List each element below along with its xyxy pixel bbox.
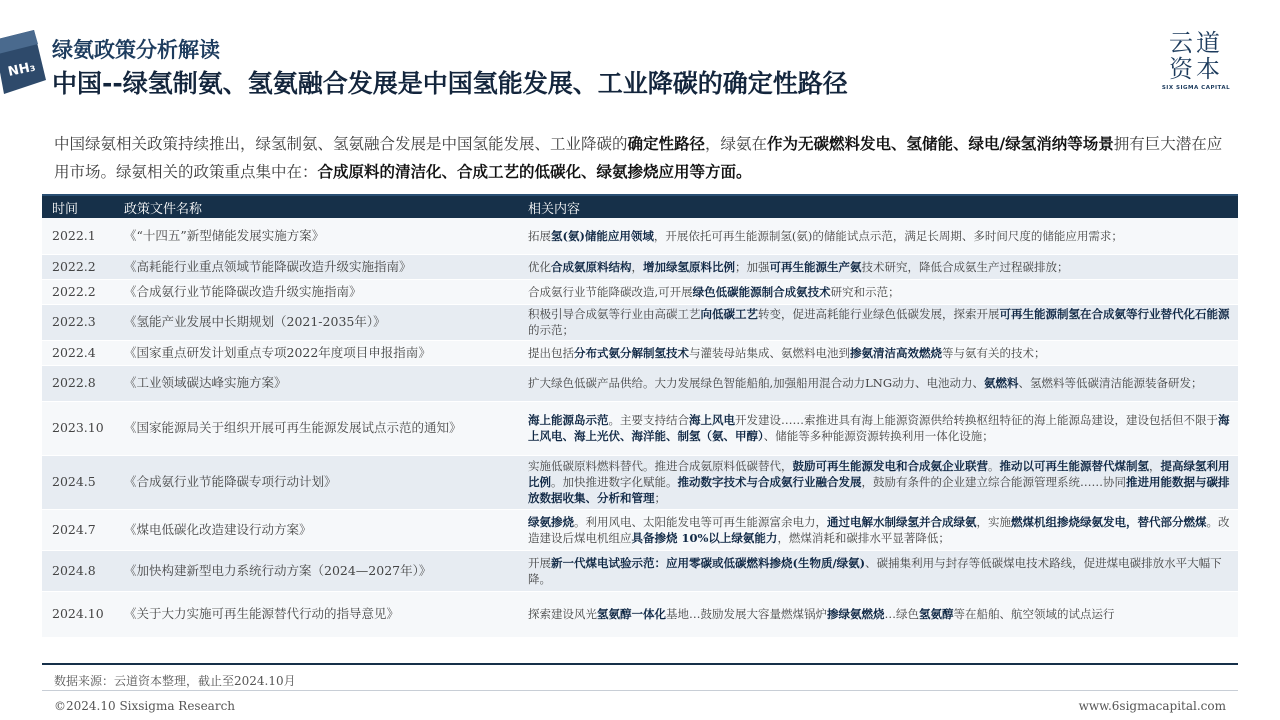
content-emphasis: 可再生能源制氢在合成氨等行业替代化石能源 bbox=[999, 307, 1230, 321]
content-text: 合成氨行业节能降碳改造,可开展 bbox=[528, 284, 693, 299]
table-row bbox=[42, 304, 1238, 340]
content-emphasis: 合成氨原料结构 bbox=[551, 259, 632, 274]
table-row bbox=[42, 340, 1238, 365]
nh3-badge-icon bbox=[0, 30, 46, 94]
content-text: 优化 bbox=[528, 259, 551, 274]
content-emphasis: 海上能源岛示范 bbox=[528, 413, 609, 427]
table-row bbox=[42, 365, 1238, 401]
content-text: ，开展依托可再生能源制氢(氨)的储能试点示范，满足长周期、多时间尺度的储能应用需求； bbox=[653, 228, 1123, 243]
table-row bbox=[42, 591, 1238, 637]
content-text: ，鼓励有条件的企业建立综合能源管理系统……协同 bbox=[861, 475, 1126, 489]
row-content bbox=[518, 550, 1238, 591]
content-text: 等与氨有关的技术； bbox=[942, 345, 1046, 360]
row-content bbox=[518, 591, 1238, 637]
content-text: 开发建设……索推进具有海上能源资源供给转换枢纽特征的海上能源岛建设，建设包括但不限于 bbox=[735, 413, 1218, 427]
content-text: 。加快推进数字化赋能。 bbox=[551, 475, 678, 489]
content-text: 等在船舶、航空领域的试点运行 bbox=[953, 607, 1115, 621]
intro-text-1: 中国绿氨相关政策持续推出，绿氢制氨、氢氨融合发展是中国氢能发展、工业降碳的 bbox=[54, 135, 628, 153]
row-date: 2022.2 bbox=[42, 279, 114, 304]
intro-emphasis-3: 合成原料的清洁化、合成工艺的低碳化、绿氨掺烧应用等方面。 bbox=[317, 162, 752, 181]
row-policy-name: 《氢能产业发展中长期规划（2021-2035年）》 bbox=[114, 304, 518, 340]
content-emphasis: 氢氨醇一体化 bbox=[597, 607, 666, 621]
intro-emphasis-1: 确定性路径 bbox=[627, 134, 706, 153]
content-emphasis: 具备掺烧 10%以上绿氨能力 bbox=[631, 530, 778, 545]
content-text: 、储能等多种能源资源转换利用一体化设施； bbox=[763, 429, 994, 443]
table-row bbox=[42, 509, 1238, 550]
table-row bbox=[42, 455, 1238, 509]
row-date: 2022.4 bbox=[42, 340, 114, 365]
content-emphasis: 掺绿氨燃烧 bbox=[827, 607, 885, 621]
content-text: 技术研究，降低合成氨生产过程碳排放； bbox=[861, 259, 1069, 274]
row-policy-name: 《国家重点研发计划重点专项2022年度项目申报指南》 bbox=[114, 340, 518, 365]
intro-paragraph bbox=[54, 130, 1230, 186]
content-text: 。 bbox=[988, 459, 1000, 473]
header-date: 时间 bbox=[42, 195, 114, 218]
row-policy-name: 《高耗能行业重点领域节能降碳改造升级实施指南》 bbox=[114, 254, 518, 279]
row-content bbox=[518, 401, 1238, 455]
content-emphasis: 可再生能源生产氨 bbox=[769, 259, 862, 274]
row-policy-name: 《煤电低碳化改造建设行动方案》 bbox=[114, 509, 518, 550]
row-date: 2024.8 bbox=[42, 550, 114, 591]
content-text: 、氢燃料等低碳清洁能源装备研发； bbox=[1018, 376, 1203, 390]
intro-text-3: 拥有巨大潜在应用市场。绿氨相关的政策重点集中在： bbox=[54, 135, 1223, 181]
row-content bbox=[518, 304, 1238, 340]
row-policy-name: 《工业领域碳达峰实施方案》 bbox=[114, 365, 518, 401]
content-text: 基地…鼓励发展大容量燃煤锅炉 bbox=[666, 607, 827, 621]
content-emphasis: 掺氨清洁高效燃烧 bbox=[850, 345, 942, 360]
content-emphasis: 推进用能数据与碳排放数据收集、分析和管理 bbox=[528, 475, 1230, 505]
content-emphasis: 燃煤机组掺烧绿氨发电，替代部分燃煤 bbox=[1011, 514, 1207, 529]
table-row bbox=[42, 550, 1238, 591]
content-emphasis: 鼓励可再生能源发电和合成氨企业联营 bbox=[792, 459, 988, 473]
page-title: 中国--绿氢制氨、氢氨融合发展是中国氢能发展、工业降碳的确定性路径 bbox=[52, 69, 848, 98]
content-text: ；加强 bbox=[735, 259, 770, 274]
table-row bbox=[42, 218, 1238, 254]
row-policy-name: 《关于大力实施可再生能源替代行动的指导意见》 bbox=[114, 591, 518, 637]
content-text: 。改造建设后煤电机组应 bbox=[528, 514, 1230, 545]
row-date: 2022.3 bbox=[42, 304, 114, 340]
content-emphasis: 向低碳工艺 bbox=[700, 307, 758, 321]
row-policy-name: 《“十四五”新型储能发展实施方案》 bbox=[114, 218, 518, 254]
row-date: 2022.8 bbox=[42, 365, 114, 401]
content-emphasis: 分布式氨分解制氢技术 bbox=[574, 345, 689, 360]
content-text: ， bbox=[631, 259, 643, 274]
row-content bbox=[518, 509, 1238, 550]
row-policy-name: 《合成氨行业节能降碳专项行动计划》 bbox=[114, 455, 518, 509]
section-subtitle: 绿氨政策分析解读 bbox=[52, 38, 220, 62]
content-text: 与灌装母站集成、氨燃料电池到 bbox=[689, 345, 850, 360]
logo-line-2: 资本 bbox=[1169, 55, 1223, 83]
content-text: ； bbox=[654, 491, 666, 505]
row-date: 2024.10 bbox=[42, 591, 114, 637]
row-content bbox=[518, 340, 1238, 365]
footer-divider bbox=[42, 690, 1238, 691]
content-emphasis: 推动以可再生能源替代煤制氢 bbox=[999, 459, 1149, 473]
row-content bbox=[518, 218, 1238, 254]
data-source-note: 数据来源：云道资本整理，截止至2024.10月 bbox=[54, 674, 296, 688]
table-row bbox=[42, 254, 1238, 279]
content-text: 实施低碳原料燃料替代。推进合成氨原料低碳替代， bbox=[528, 459, 793, 473]
content-emphasis: 推动数字技术与合成氨行业融合发展 bbox=[677, 475, 862, 489]
table-row bbox=[42, 401, 1238, 455]
content-text: 的示范； bbox=[528, 323, 574, 337]
content-text: 探索建设风光 bbox=[528, 607, 597, 621]
logo-english: SIX SIGMA CAPITAL bbox=[1161, 85, 1231, 91]
content-text: 。主要支持结合 bbox=[608, 413, 689, 427]
content-emphasis: 绿色低碳能源制合成氨技术 bbox=[692, 284, 831, 299]
content-text: 开展 bbox=[528, 555, 551, 570]
content-text: ，实施 bbox=[976, 514, 1011, 529]
row-policy-name: 《加快构建新型电力系统行动方案（2024—2027年）》 bbox=[114, 550, 518, 591]
content-text: …绿色 bbox=[884, 607, 919, 621]
content-emphasis: 氢氨醇 bbox=[919, 607, 954, 621]
row-policy-name: 《合成氨行业节能降碳改造升级实施指南》 bbox=[114, 279, 518, 304]
table-body bbox=[42, 218, 1238, 637]
table-bottom-rule bbox=[42, 663, 1238, 665]
table-header-row bbox=[42, 195, 1238, 218]
row-content bbox=[518, 279, 1238, 304]
content-text: 转变，促进高耗能行业绿色低碳发展，探索开展 bbox=[758, 307, 1000, 321]
intro-text-2: ，绿氨在 bbox=[705, 135, 768, 153]
logo-line-1: 云道 bbox=[1169, 29, 1223, 57]
content-emphasis: 海上风电、海上光伏、海洋能、制氢（氨、甲醇） bbox=[528, 413, 1230, 443]
content-emphasis: 海上风电 bbox=[689, 413, 735, 427]
content-emphasis: 通过电解水制绿氢并合成绿氨 bbox=[827, 514, 977, 529]
row-date: 2024.7 bbox=[42, 509, 114, 550]
row-content bbox=[518, 365, 1238, 401]
content-emphasis: 增加绿氢原料比例 bbox=[643, 259, 735, 274]
policy-table bbox=[42, 194, 1238, 638]
content-emphasis: 绿氨掺烧 bbox=[528, 514, 574, 529]
content-text: ， bbox=[1149, 459, 1161, 473]
intro-emphasis-2: 作为无碳燃料发电、氢储能、绿电/绿氢消纳等场景 bbox=[767, 134, 1114, 153]
row-content bbox=[518, 254, 1238, 279]
content-text: 研究和示范； bbox=[830, 284, 900, 299]
content-text: 。利用风电、太阳能发电等可再生能源富余电力， bbox=[574, 514, 827, 529]
content-emphasis: 氨燃料 bbox=[984, 376, 1019, 390]
content-text: 积极引导合成氨等行业由高碳工艺 bbox=[528, 307, 701, 321]
company-logo bbox=[1160, 30, 1232, 91]
badge-text: NH₃ bbox=[6, 59, 37, 80]
row-content bbox=[518, 455, 1238, 509]
content-text: 扩大绿色低碳产品供给。大力发展绿色智能船舶,加强船用混合动力LNG动力、电池动力、 bbox=[528, 376, 985, 390]
row-date: 2024.5 bbox=[42, 455, 114, 509]
row-policy-name: 《国家能源局关于组织开展可再生能源发展试点示范的通知》 bbox=[114, 401, 518, 455]
content-emphasis: 氢(氨)储能应用领域 bbox=[551, 228, 654, 243]
footer-copyright: ©2024.10 Sixsigma Research bbox=[54, 699, 236, 713]
header-content: 相关内容 bbox=[518, 195, 1238, 218]
row-date: 2023.10 bbox=[42, 401, 114, 455]
footer-website: www.6sigmacapital.com bbox=[1078, 699, 1226, 713]
content-text: 提出包括 bbox=[528, 345, 574, 360]
row-date: 2022.1 bbox=[42, 218, 114, 254]
header-policy-name: 政策文件名称 bbox=[114, 195, 518, 218]
row-date: 2022.2 bbox=[42, 254, 114, 279]
table-row bbox=[42, 279, 1238, 304]
content-emphasis: 新一代煤电试验示范：应用零碳或低碳燃料掺烧(生物质/绿氨) bbox=[551, 555, 866, 570]
content-text: 、碳捕集利用与封存等低碳煤电技术路线，促进煤电碳排放水平大幅下降。 bbox=[528, 555, 1222, 586]
content-emphasis: 提高绿氢利用比例 bbox=[528, 459, 1230, 489]
content-text: 拓展 bbox=[528, 228, 551, 243]
content-text: ，燃煤消耗和碳排水平显著降低； bbox=[777, 530, 950, 545]
